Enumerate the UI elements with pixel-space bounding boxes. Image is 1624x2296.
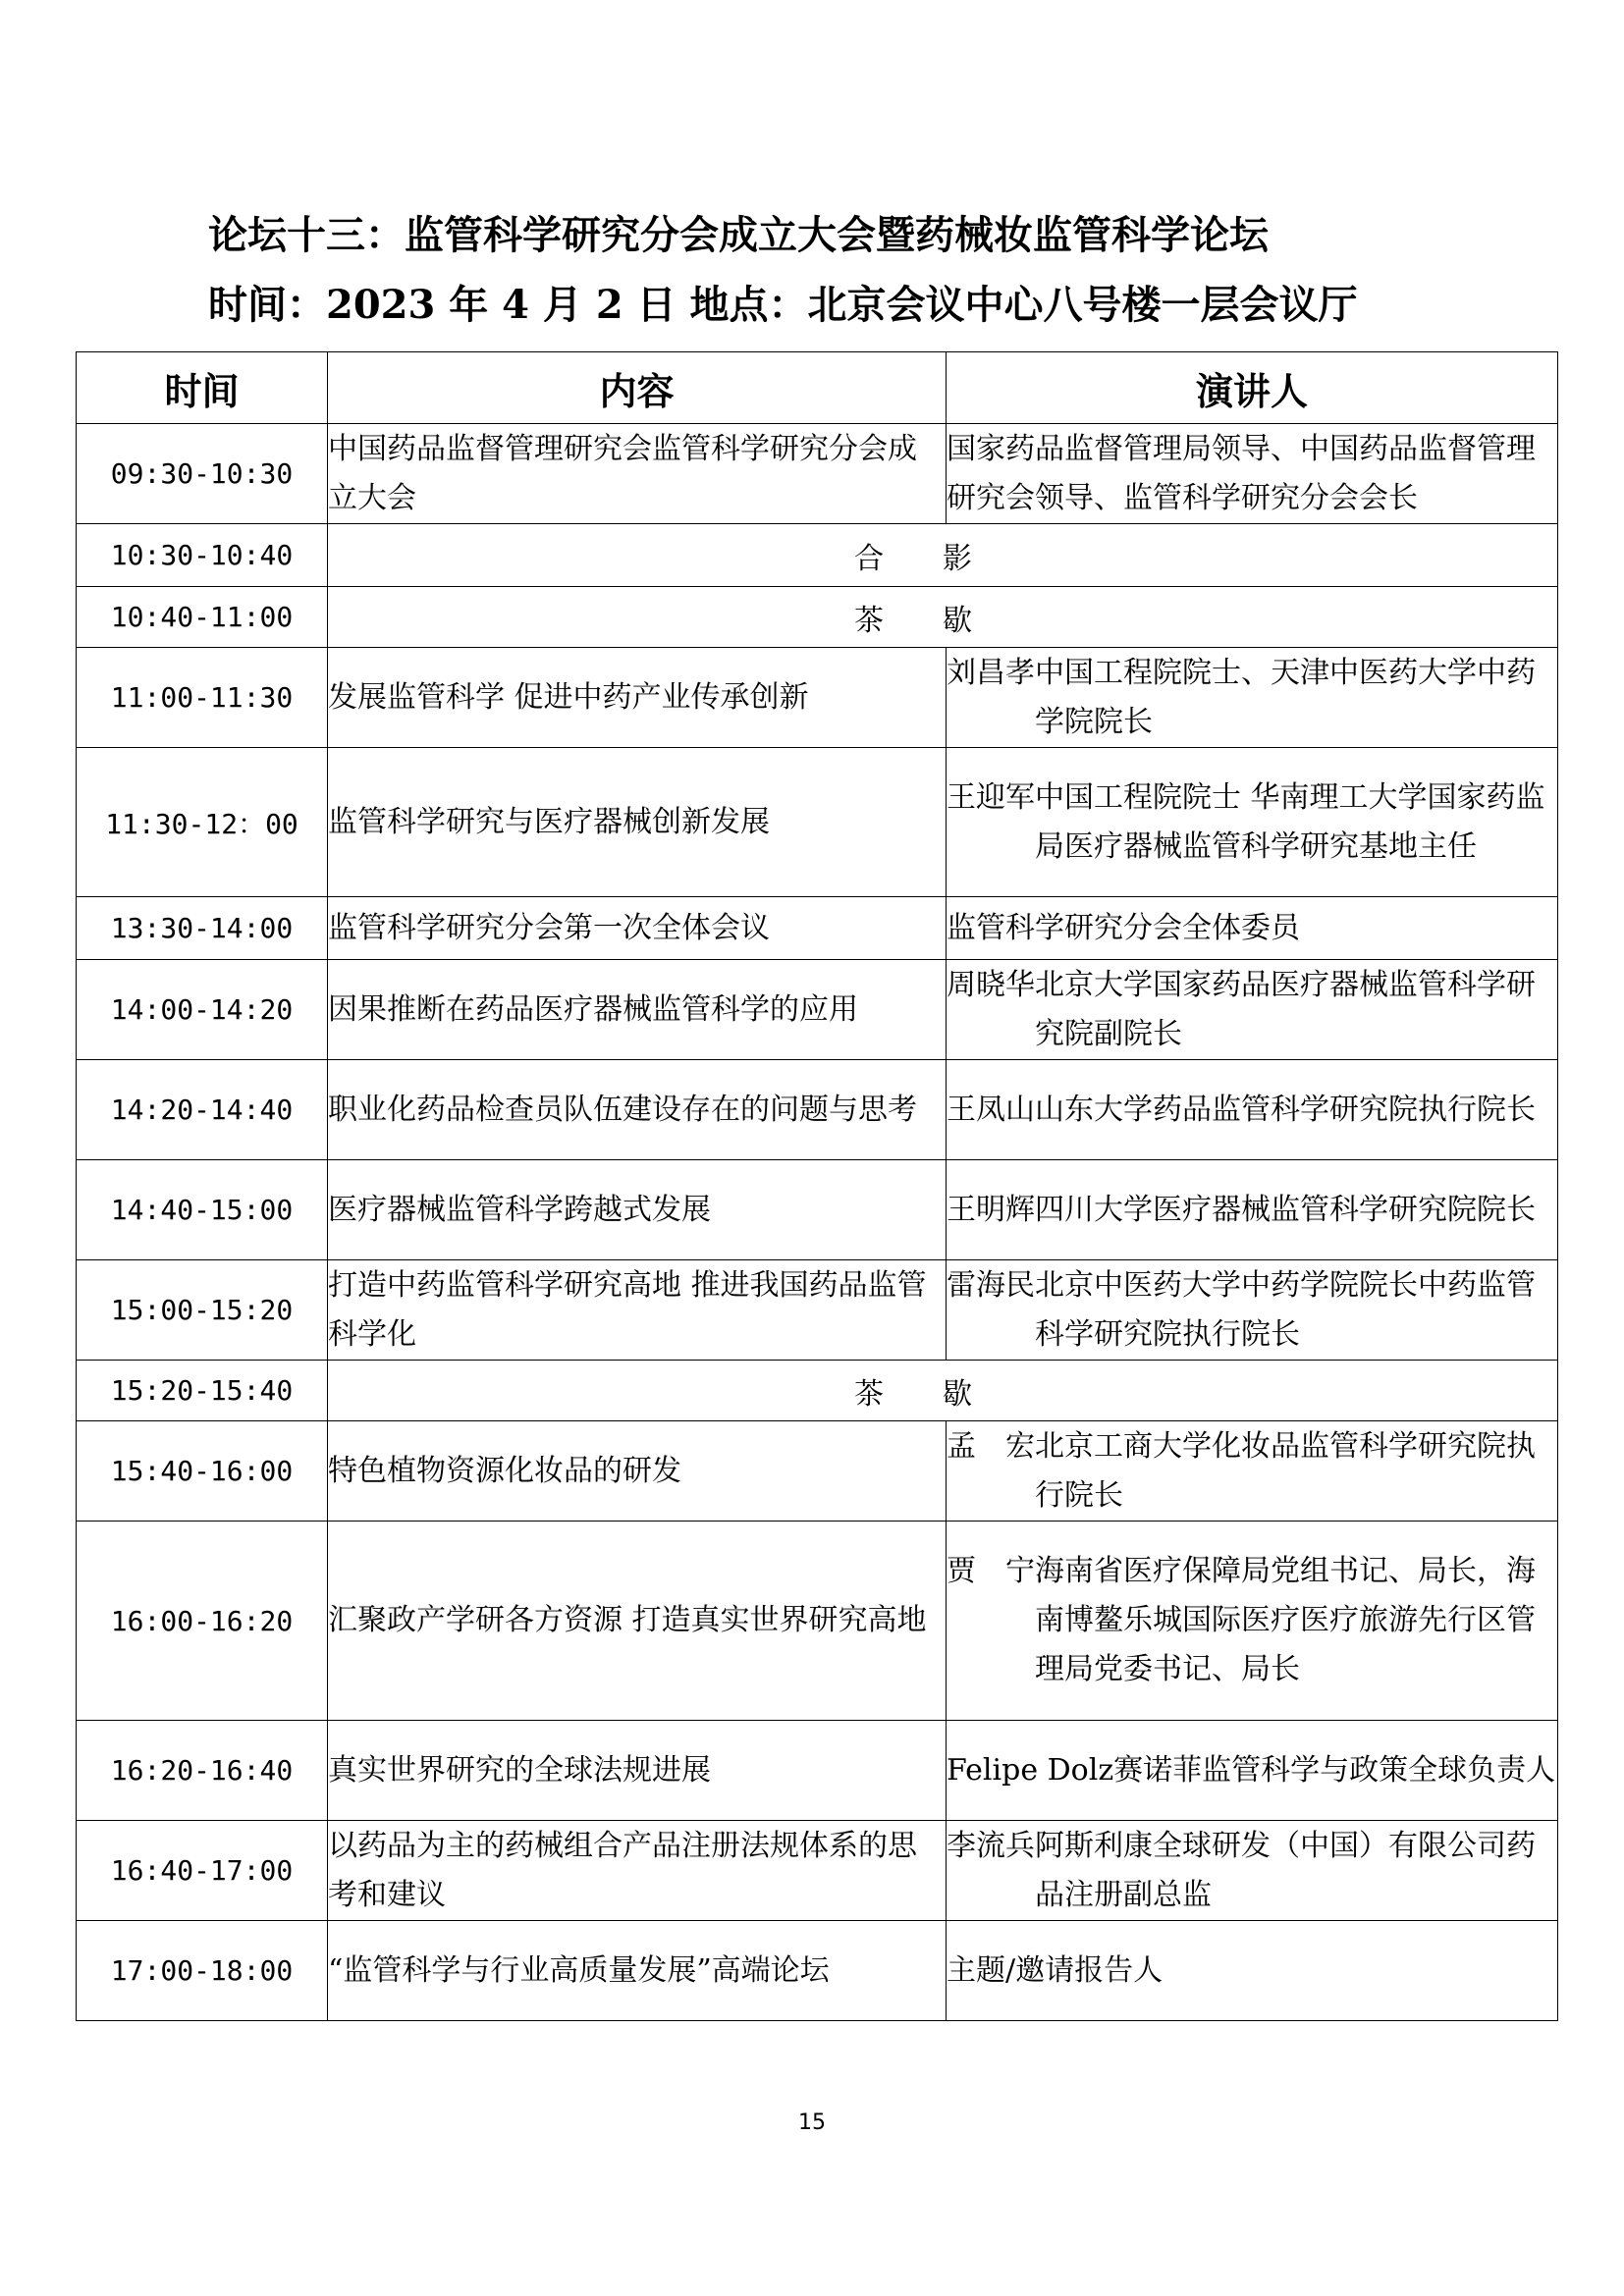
- speaker-title: 海南省医疗保障局党组书记、局长，海南博鳌乐城国际医疗医疗旅游先行区管理局党委书记、局长: [1035, 1554, 1536, 1686]
- table-row: [77, 1260, 1558, 1361]
- row-merged-activity: 茶歇: [328, 587, 1558, 648]
- table-row: [77, 1421, 1558, 1522]
- row-speaker: [947, 1421, 1558, 1522]
- row-time: 11:30-12：00: [77, 748, 328, 897]
- speaker-title: 中国工程院院士 华南理工大学国家药监局医疗器械监管科学研究基地主任: [1035, 779, 1545, 864]
- row-time: 14:20-14:40: [77, 1060, 328, 1160]
- row-content: 以药品为主的药械组合产品注册法规体系的思考和建议: [328, 1821, 947, 1921]
- table-row: [77, 748, 1558, 897]
- forum-time-location: 时间：2023 年 4 月 2 日 地点：北京会议中心八号楼一层会议厅: [208, 282, 1358, 328]
- table-row: [77, 1361, 1558, 1421]
- row-speaker: [947, 1721, 1558, 1821]
- row-time: 16:40-17:00: [77, 1821, 328, 1921]
- speaker-title: 北京工商大学化妆品监管科学研究院执行院长: [1035, 1428, 1536, 1513]
- row-content: 打造中药监管科学研究高地 推进我国药品监管科学化: [328, 1260, 947, 1361]
- speaker-title: 国家药品监督管理局领导、中国药品监督管理研究会领导、监管科学研究分会会长: [947, 431, 1536, 515]
- table-row: [77, 1160, 1558, 1260]
- speaker-name: 雷海民: [947, 1267, 1035, 1303]
- row-time: 14:40-15:00: [77, 1160, 328, 1260]
- row-content: 中国药品监督管理研究会监管科学研究分会成立大会: [328, 424, 947, 524]
- row-speaker: [947, 648, 1558, 748]
- row-content: 真实世界研究的全球法规进展: [328, 1721, 947, 1821]
- speaker-name: 刘昌孝: [947, 655, 1035, 690]
- row-time: 13:30-14:00: [77, 897, 328, 960]
- row-content: 特色植物资源化妆品的研发: [328, 1421, 947, 1522]
- header-time: 时间: [77, 352, 328, 424]
- row-time: 11:00-11:30: [77, 648, 328, 748]
- row-content: 医疗器械监管科学跨越式发展: [328, 1160, 947, 1260]
- speaker-name: 王迎军: [947, 779, 1035, 815]
- table-row: [77, 1060, 1558, 1160]
- speaker-name: 周晓华: [947, 967, 1035, 1002]
- table-row: [77, 424, 1558, 524]
- row-content: 监管科学研究分会第一次全体会议: [328, 897, 947, 960]
- page-number: 15: [798, 2110, 826, 2135]
- row-time: 10:30-10:40: [77, 524, 328, 587]
- row-content: 因果推断在药品医疗器械监管科学的应用: [328, 960, 947, 1060]
- header-content: 内容: [328, 352, 947, 424]
- table-row: [77, 1821, 1558, 1921]
- speaker-title: 主题/邀请报告人: [947, 1952, 1164, 1988]
- row-merged-activity: 合影: [328, 524, 1558, 587]
- speaker-title: 北京大学国家药品医疗器械监管科学研究院副院长: [1035, 967, 1536, 1051]
- row-time: 17:00-18:00: [77, 1921, 328, 2021]
- row-content: 发展监管科学 促进中药产业传承创新: [328, 648, 947, 748]
- table-row: [77, 1921, 1558, 2021]
- row-speaker: [947, 1921, 1558, 2021]
- speaker-title: 四川大学医疗器械监管科学研究院院长: [1035, 1192, 1536, 1227]
- table-row: [77, 587, 1558, 648]
- row-time: 15:20-15:40: [77, 1361, 328, 1421]
- row-time: 10:40-11:00: [77, 587, 328, 648]
- row-content: 职业化药品检查员队伍建设存在的问题与思考: [328, 1060, 947, 1160]
- row-speaker: [947, 1060, 1558, 1160]
- speaker-name: 王凤山: [947, 1092, 1035, 1127]
- row-speaker: [947, 1821, 1558, 1921]
- header-speaker: 演讲人: [947, 352, 1558, 424]
- row-merged-activity: 茶歇: [328, 1361, 1558, 1421]
- speaker-name: 王明辉: [947, 1192, 1035, 1227]
- speaker-title: 阿斯利康全球研发（中国）有限公司药品注册副总监: [1035, 1828, 1536, 1912]
- speaker-name: 孟 宏: [947, 1428, 1035, 1464]
- row-time: 09:30-10:30: [77, 424, 328, 524]
- row-speaker: [947, 897, 1558, 960]
- row-speaker: [947, 1260, 1558, 1361]
- table-row: [77, 897, 1558, 960]
- table-row: [77, 524, 1558, 587]
- row-time: 14:00-14:20: [77, 960, 328, 1060]
- table-row: [77, 1522, 1558, 1721]
- speaker-title: 中国工程院院士、天津中医药大学中药学院院长: [1035, 655, 1536, 739]
- speaker-title: 赛诺菲监管科学与政策全球负责人: [1113, 1752, 1556, 1788]
- row-content: 监管科学研究与医疗器械创新发展: [328, 748, 947, 897]
- speaker-name: 贾 宁: [947, 1554, 1035, 1588]
- table-row: [77, 960, 1558, 1060]
- row-time: 16:00-16:20: [77, 1522, 328, 1721]
- row-time: 16:20-16:40: [77, 1721, 328, 1821]
- row-speaker: [947, 748, 1558, 897]
- speaker-title: 监管科学研究分会全体委员: [947, 910, 1300, 945]
- forum-title: 论坛十三：监管科学研究分会成立大会暨药械妆监管科学论坛: [208, 212, 1269, 258]
- row-speaker: [947, 1522, 1558, 1721]
- speaker-name: 李流兵: [947, 1828, 1035, 1863]
- row-speaker: [947, 424, 1558, 524]
- row-content: 汇聚政产学研各方资源 打造真实世界研究高地: [328, 1522, 947, 1721]
- row-speaker: [947, 1160, 1558, 1260]
- table-header-row: [77, 352, 1558, 424]
- speaker-title: 北京中医药大学中药学院院长中药监管科学研究院执行院长: [1035, 1267, 1536, 1352]
- row-time: 15:40-16:00: [77, 1421, 328, 1522]
- table-row: [77, 1721, 1558, 1821]
- row-speaker: [947, 960, 1558, 1060]
- row-time: 15:00-15:20: [77, 1260, 328, 1361]
- schedule-table: [76, 351, 1558, 2021]
- table-row: [77, 648, 1558, 748]
- speaker-title: 山东大学药品监管科学研究院执行院长: [1035, 1092, 1536, 1127]
- speaker-name: Felipe Dolz: [947, 1752, 1114, 1788]
- row-content: “监管科学与行业高质量发展”高端论坛: [328, 1921, 947, 2021]
